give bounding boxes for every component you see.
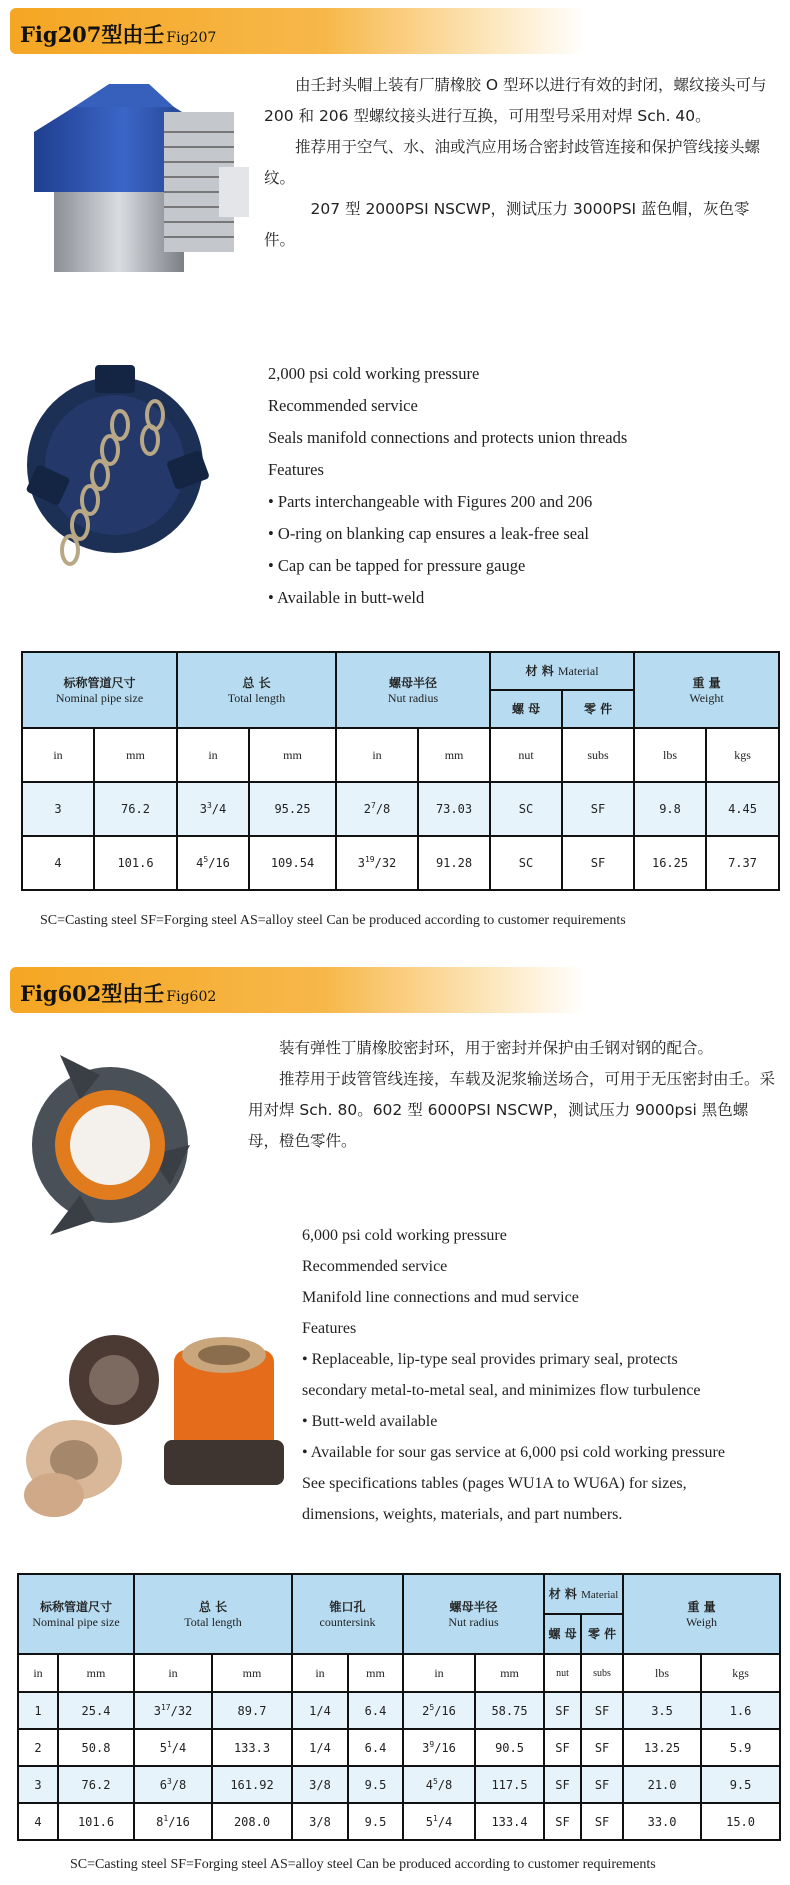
table-cell: 50.8 bbox=[58, 1729, 134, 1766]
table-cell: $8^1/16$ bbox=[134, 1803, 212, 1840]
table-cell: $4^5/16$ bbox=[177, 836, 249, 890]
header-nominal-pipe-size: 标称管道尺寸 Nominal pipe size bbox=[22, 652, 177, 728]
table-cell: SF bbox=[544, 1766, 581, 1803]
table-cell: 9.5 bbox=[701, 1766, 780, 1803]
table-cell: 9.8 bbox=[634, 782, 706, 836]
table-row bbox=[18, 1766, 780, 1803]
table-cell: $4^5/8$ bbox=[403, 1766, 475, 1803]
table-cell: $2^7/8$ bbox=[336, 782, 418, 836]
table-cell: SC bbox=[490, 836, 562, 890]
table-cell: 4.45 bbox=[706, 782, 779, 836]
header-countersink: 锥口孔 countersink bbox=[292, 1574, 403, 1654]
table-cell: kgs bbox=[706, 728, 779, 782]
table-cell: 9.5 bbox=[348, 1803, 403, 1840]
table-cell: SF bbox=[544, 1803, 581, 1840]
units-row bbox=[18, 1654, 780, 1692]
fig207-description-en: 2,000 psi cold working pressure Recommended service Seals manifold connections and protects union threads Features • Parts interchangeable with Figures 200 and 206 • O-ring on blanking cap ensures a leak-free seal • Cap can be tapped for pressure gauge • Available in butt-weld bbox=[268, 364, 628, 607]
table-cell: SC bbox=[490, 782, 562, 836]
table-cell: subs bbox=[581, 1654, 623, 1692]
fig602-description-cn: 装有弹性丁腈橡胶密封环，用于密封并保护由壬钢对钢的配合。 推荐用于歧管管线连接，车载及泥浆输送场合，可用于无压密封由壬。采用对焊 Sch. 80。602 型 6000PSI NSCWP，测试压力 9000psi 黑色螺母，橙色零件。 bbox=[248, 1039, 776, 1150]
fig602-title-banner bbox=[10, 967, 585, 1013]
table-row bbox=[18, 1729, 780, 1766]
fig207-title-banner bbox=[10, 8, 585, 54]
table-cell: kgs bbox=[701, 1654, 780, 1692]
table-cell: mm bbox=[212, 1654, 292, 1692]
header-material: 材 料 Material bbox=[490, 652, 634, 690]
table-cell: 21.0 bbox=[623, 1766, 701, 1803]
fig207-spec-table bbox=[21, 651, 780, 891]
table-cell: 25.4 bbox=[58, 1692, 134, 1729]
table-cell: 90.5 bbox=[475, 1729, 544, 1766]
table-cell: in bbox=[22, 728, 94, 782]
table-cell: SF bbox=[562, 782, 634, 836]
header-material: 材 料 Material bbox=[544, 1574, 623, 1614]
table-cell: 3 bbox=[18, 1766, 58, 1803]
table-cell: in bbox=[18, 1654, 58, 1692]
table-cell: mm bbox=[249, 728, 336, 782]
fig602-nut-image bbox=[20, 1045, 210, 1245]
table-row bbox=[18, 1692, 780, 1729]
header-nut-radius: 螺母半径 Nut radius bbox=[336, 652, 490, 728]
header-weight: 重 量 Weigh bbox=[623, 1574, 780, 1654]
fig207-title: Fig207型由壬 Fig207 bbox=[20, 22, 217, 47]
header-material-nut: 螺 母 bbox=[490, 690, 562, 728]
table-cell: in bbox=[134, 1654, 212, 1692]
fig207-material-note: SC=Casting steel SF=Forging steel AS=alloy steel Can be produced according to customer requirements bbox=[40, 913, 626, 928]
header-material-nut: 螺 母 bbox=[544, 1614, 581, 1654]
table-cell: SF bbox=[562, 836, 634, 890]
table-cell: 1/4 bbox=[292, 1692, 348, 1729]
table-cell: 3 bbox=[22, 782, 94, 836]
table-cell: 109.54 bbox=[249, 836, 336, 890]
fig207-cap-with-chain-image bbox=[20, 355, 220, 575]
table-cell: lbs bbox=[634, 728, 706, 782]
table-cell: 3/8 bbox=[292, 1766, 348, 1803]
table-cell: 33.0 bbox=[623, 1803, 701, 1840]
table-cell: SF bbox=[544, 1692, 581, 1729]
header-nominal-pipe-size: 标称管道尺寸 Nominal pipe size bbox=[18, 1574, 134, 1654]
table-cell: in bbox=[403, 1654, 475, 1692]
fig207-cutaway-image bbox=[14, 72, 254, 282]
table-cell: 101.6 bbox=[94, 836, 177, 890]
units-row bbox=[22, 728, 779, 782]
table-cell: 1 bbox=[18, 1692, 58, 1729]
header-total-length: 总 长 Total length bbox=[134, 1574, 292, 1654]
table-cell: nut bbox=[490, 728, 562, 782]
header-weight: 重 量 Weight bbox=[634, 652, 779, 728]
table-row bbox=[22, 782, 779, 836]
table-cell: lbs bbox=[623, 1654, 701, 1692]
fig207-description-cn: 由壬封头帽上装有厂腈橡胶 O 型环以进行有效的封闭，螺纹接头可与 200 和 206 型螺纹接头进行互换，可用型号采用对焊 Sch. 40。 推荐用于空气、水、油或汽应用场合密封歧管连接和保护管线接头螺纹。 207 型 2000PSI NSCWP，测试压力 3000PSI 蓝色帽，灰色零件。 bbox=[264, 76, 767, 249]
table-cell: 3/8 bbox=[292, 1803, 348, 1840]
table-cell: $3^{17}/32$ bbox=[134, 1692, 212, 1729]
table-cell: 9.5 bbox=[348, 1766, 403, 1803]
table-cell: $2^5/16$ bbox=[403, 1692, 475, 1729]
header-material-subs: 零 件 bbox=[562, 690, 634, 728]
fig602-description-en: 6,000 psi cold working pressure Recommended service Manifold line connections and mud service Features • Replaceable, lip-type seal provides primary seal, protects secondary metal-to-metal seal, and minimizes flow turbulence • Butt-weld available • Available for sour gas service at 6,000 psi cold working pressure See specifications tables (pages WU1A to WU6A) for sizes, dimensions, weights, materials, and part numbers. bbox=[302, 1227, 725, 1523]
table-cell: 89.7 bbox=[212, 1692, 292, 1729]
fig602-spec-table bbox=[17, 1573, 781, 1841]
table-cell: in bbox=[177, 728, 249, 782]
table-cell: 2 bbox=[18, 1729, 58, 1766]
table-cell: SF bbox=[581, 1692, 623, 1729]
table-cell: 16.25 bbox=[634, 836, 706, 890]
table-cell: 58.75 bbox=[475, 1692, 544, 1729]
table-cell: SF bbox=[581, 1803, 623, 1840]
table-cell: subs bbox=[562, 728, 634, 782]
table-cell: in bbox=[336, 728, 418, 782]
table-cell: SF bbox=[581, 1766, 623, 1803]
table-cell: 5.9 bbox=[701, 1729, 780, 1766]
table-cell: 161.92 bbox=[212, 1766, 292, 1803]
table-cell: 133.4 bbox=[475, 1803, 544, 1840]
table-cell: $5^1/4$ bbox=[134, 1729, 212, 1766]
table-cell: $5^1/4$ bbox=[403, 1803, 475, 1840]
table-cell: 13.25 bbox=[623, 1729, 701, 1766]
table-cell: 7.37 bbox=[706, 836, 779, 890]
table-cell: SF bbox=[544, 1729, 581, 1766]
table-cell: 1.6 bbox=[701, 1692, 780, 1729]
table-cell: 4 bbox=[18, 1803, 58, 1840]
table-cell: mm bbox=[475, 1654, 544, 1692]
header-total-length: 总 长 Total length bbox=[177, 652, 336, 728]
header-material-subs: 零 件 bbox=[581, 1614, 623, 1654]
table-cell: $3^{19}/32$ bbox=[336, 836, 418, 890]
table-cell: mm bbox=[58, 1654, 134, 1692]
fig602-material-note: SC=Casting steel SF=Forging steel AS=alloy steel Can be produced according to customer requirements bbox=[70, 1857, 656, 1872]
table-cell: 133.3 bbox=[212, 1729, 292, 1766]
table-cell: 15.0 bbox=[701, 1803, 780, 1840]
fig602-assembly-image bbox=[14, 1320, 294, 1520]
table-cell: in bbox=[292, 1654, 348, 1692]
table-cell: $3^9/16$ bbox=[403, 1729, 475, 1766]
table-cell: 3.5 bbox=[623, 1692, 701, 1729]
table-cell: 73.03 bbox=[418, 782, 490, 836]
table-cell: 95.25 bbox=[249, 782, 336, 836]
table-cell: mm bbox=[348, 1654, 403, 1692]
table-cell: 6.4 bbox=[348, 1692, 403, 1729]
table-cell: 208.0 bbox=[212, 1803, 292, 1840]
table-cell: 6.4 bbox=[348, 1729, 403, 1766]
table-cell: 76.2 bbox=[94, 782, 177, 836]
fig602-title: Fig602型由壬 Fig602 bbox=[20, 981, 217, 1006]
table-cell: 1/4 bbox=[292, 1729, 348, 1766]
table-cell: $3^3/4$ bbox=[177, 782, 249, 836]
table-row bbox=[18, 1803, 780, 1840]
table-cell: 91.28 bbox=[418, 836, 490, 890]
header-nut-radius: 螺母半径 Nut radius bbox=[403, 1574, 544, 1654]
table-cell: 76.2 bbox=[58, 1766, 134, 1803]
table-cell: 4 bbox=[22, 836, 94, 890]
table-cell: mm bbox=[94, 728, 177, 782]
table-cell: nut bbox=[544, 1654, 581, 1692]
table-cell: $6^3/8$ bbox=[134, 1766, 212, 1803]
table-cell: 101.6 bbox=[58, 1803, 134, 1840]
table-row bbox=[22, 836, 779, 890]
table-cell: mm bbox=[418, 728, 490, 782]
table-cell: SF bbox=[581, 1729, 623, 1766]
table-cell: 117.5 bbox=[475, 1766, 544, 1803]
